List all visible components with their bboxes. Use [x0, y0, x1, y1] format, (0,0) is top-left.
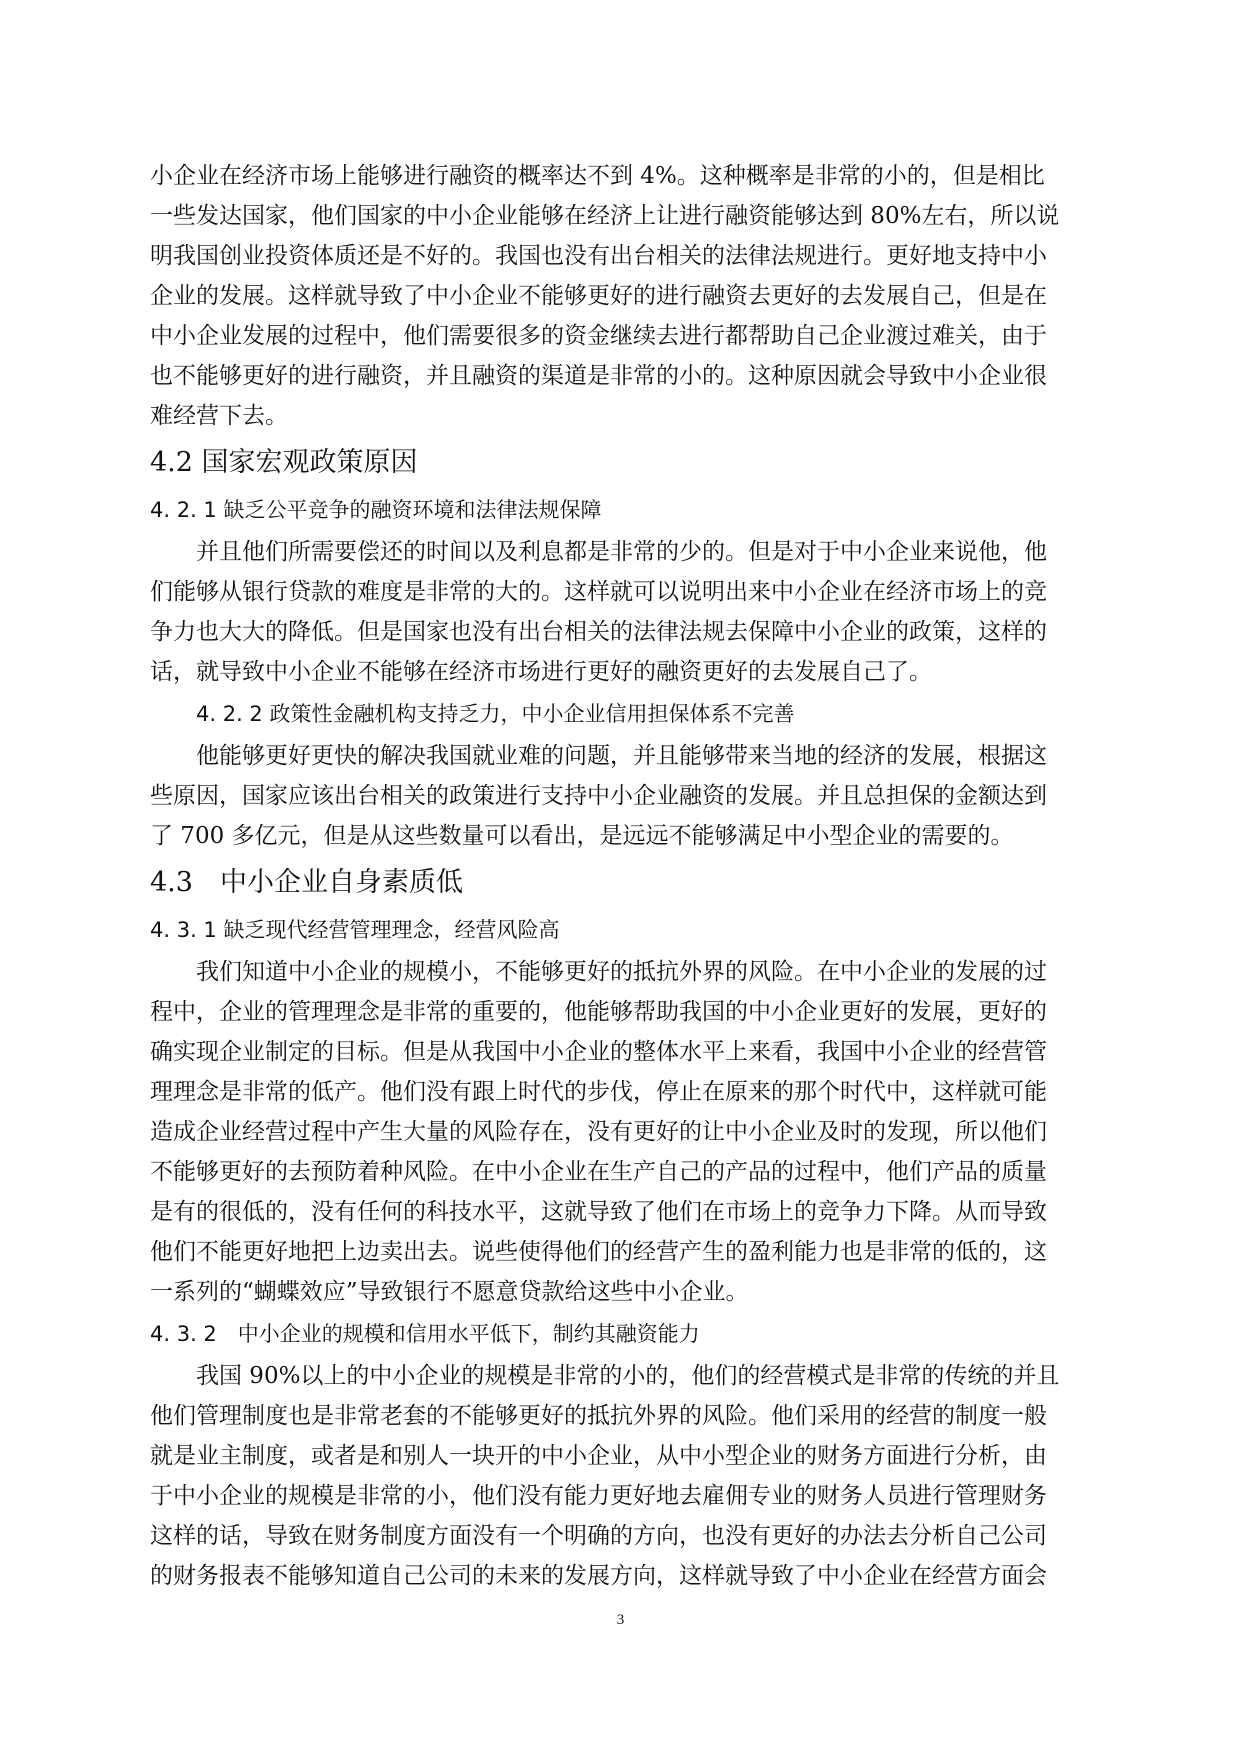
paragraph	[150, 952, 1088, 1312]
paragraph-line: 话，就导致中小企业不能够在经济市场进行更好的融资更好的去发展自己了。	[150, 659, 932, 685]
paragraph	[150, 156, 1088, 436]
paragraph-line: 并且他们所需要偿还的时间以及利息都是非常的少的。但是对于中小企业来说他，他	[196, 539, 1047, 565]
paragraph	[150, 736, 1088, 856]
paragraph-line: 的财务报表不能够知道自己公司的未来的发展方向，这样就导致了中小企业在经营方面会	[150, 1563, 1047, 1589]
paragraph-line: 也不能够更好的进行融资，并且融资的渠道是非常的小的。这种原因就会导致中小企业很	[150, 363, 1047, 389]
paragraph-line: 理理念是非常的低产。他们没有跟上时代的步伐，停止在原来的那个时代中，这样就可能	[150, 1079, 1047, 1105]
paragraph-line: 这样的话，导致在财务制度方面没有一个明确的方向，也没有更好的办法去分析自己公司	[150, 1523, 1047, 1549]
paragraph	[150, 1356, 1088, 1596]
paragraph-line: 于中小企业的规模是非常的小，他们没有能力更好地去雇佣专业的财务人员进行管理财务	[150, 1483, 1047, 1509]
paragraph-line: 他们管理制度也是非常老套的不能够更好的抵抗外界的风险。他们采用的经营的制度一般	[150, 1403, 1047, 1429]
document-body	[150, 156, 1088, 1596]
paragraph-line: 中小企业发展的过程中，他们需要很多的资金继续去进行都帮助自己企业渡过难关，由于	[150, 323, 1047, 349]
paragraph-line: 就是业主制度，或者是和别人一块开的中小企业，从中小型企业的财务方面进行分析，由	[150, 1443, 1047, 1469]
paragraph-line: 企业的发展。这样就导致了中小企业不能够更好的进行融资去更好的去发展自己，但是在	[150, 283, 1047, 309]
paragraph-line: 明我国创业投资体质还是不好的。我国也没有出台相关的法律法规进行。更好地支持中小	[150, 243, 1047, 269]
subsection-heading: 4. 2. 2 政策性金融机构支持乏力，中小企业信用担保体系不完善	[196, 702, 795, 726]
paragraph-line: 确实现企业制定的目标。但是从我国中小企业的整体水平上来看，我国中小企业的经营管	[150, 1039, 1047, 1065]
paragraph-line: 一些发达国家，他们国家的中小企业能够在经济上让进行融资能够达到 80%左右，所以说	[150, 203, 1060, 229]
paragraph-line: 不能够更好的去预防着种风险。在中小企业在生产自己的产品的过程中，他们产品的质量	[150, 1159, 1047, 1185]
paragraph-line: 造成企业经营过程中产生大量的风险存在，没有更好的让中小企业及时的发现，所以他们	[150, 1119, 1047, 1145]
paragraph-line: 一系列的“蝴蝶效应”导致银行不愿意贷款给这些中小企业。	[150, 1279, 749, 1305]
paragraph-line: 他能够更好更快的解决我国就业难的问题，并且能够带来当地的经济的发展，根据这	[196, 743, 1047, 769]
section-heading: 4.3 中小企业自身素质低	[150, 867, 463, 898]
paragraph-line: 我国 90%以上的中小企业的规模是非常的小的，他们的经营模式是非常的传统的并且	[196, 1363, 1060, 1389]
paragraph-line: 们能够从银行贷款的难度是非常的大的。这样就可以说明出来中小企业在经济市场上的竞	[150, 579, 1047, 605]
subsection-heading: 4. 2. 1 缺乏公平竞争的融资环境和法律法规保障	[150, 498, 602, 522]
subsection-heading: 4. 3. 1 缺乏现代经营管理理念，经营风险高	[150, 918, 560, 942]
paragraph-line: 我们知道中小企业的规模小，不能够更好的抵抗外界的风险。在中小企业的发展的过	[196, 959, 1047, 985]
paragraph	[150, 532, 1088, 692]
paragraph-line: 他们不能更好地把上边卖出去。说些使得他们的经营产生的盈利能力也是非常的低的，这	[150, 1239, 1047, 1265]
paragraph-line: 了 700 多亿元，但是从这些数量可以看出，是远远不能够满足中小型企业的需要的。	[150, 823, 1014, 849]
section-heading: 4.2 国家宏观政策原因	[150, 447, 418, 478]
paragraph-line: 程中，企业的管理理念是非常的重要的，他能够帮助我国的中小企业更好的发展，更好的	[150, 999, 1047, 1025]
subsection-heading: 4. 3. 2 中小企业的规模和信用水平低下，制约其融资能力	[150, 1322, 700, 1346]
paragraph-line: 是有的很低的，没有任何的科技水平，这就导致了他们在市场上的竞争力下降。从而导致	[150, 1199, 1047, 1225]
paragraph-line: 争力也大大的降低。但是国家也没有出台相关的法律法规去保障中小企业的政策，这样的	[150, 619, 1047, 645]
paragraph-line: 小企业在经济市场上能够进行融资的概率达不到 4%。这种概率是非常的小的，但是相比	[150, 163, 1045, 189]
paragraph-line: 些原因，国家应该出台相关的政策进行支持中小企业融资的发展。并且总担保的金额达到	[150, 783, 1047, 809]
page-number: 3	[616, 1612, 625, 1628]
paragraph-line: 难经营下去。	[150, 403, 288, 429]
